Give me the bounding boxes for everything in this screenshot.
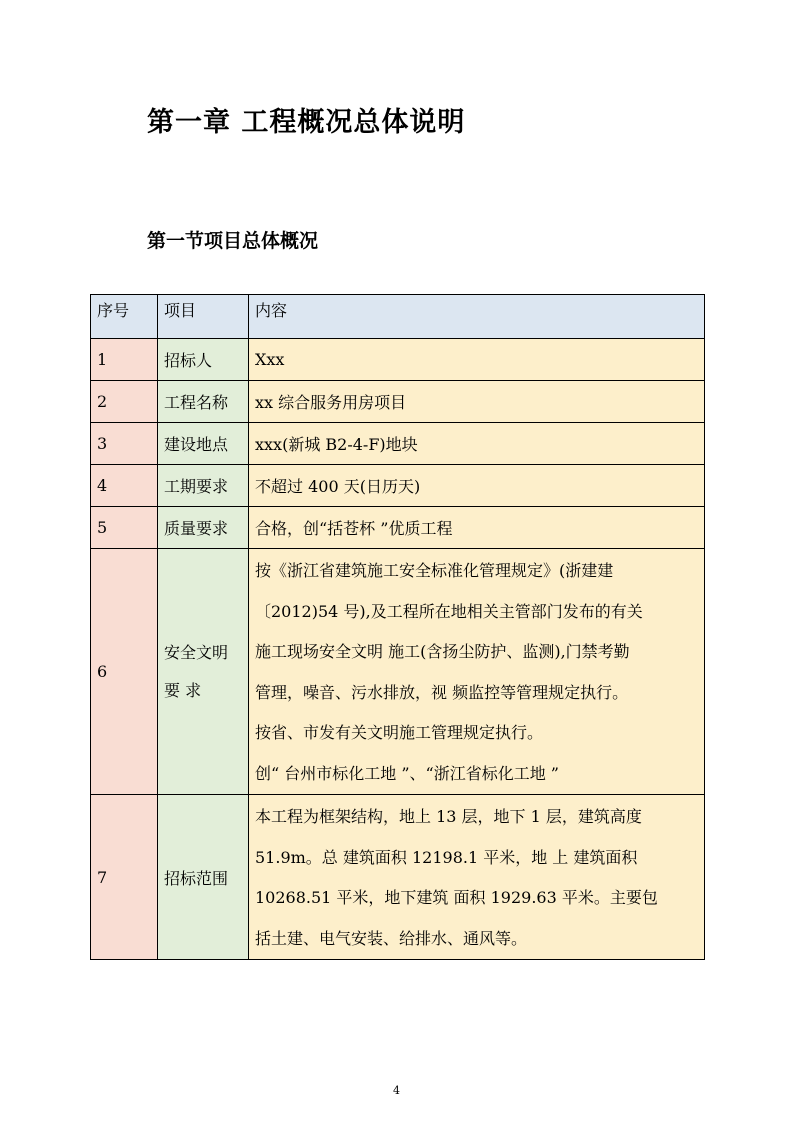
row-content — [249, 795, 705, 960]
row-item — [158, 549, 249, 795]
content-line: 按省、市发有关文明施工管理规定执行。 — [255, 723, 544, 742]
table-row — [91, 549, 705, 795]
row-no: 7 — [91, 795, 158, 960]
table-row — [91, 381, 705, 423]
row-no: 3 — [91, 423, 158, 465]
row-item: 质量要求 — [158, 507, 249, 549]
content-line: 括土建、电气安装、给排水、通风等。 — [255, 928, 528, 948]
row-item: 建设地点 — [158, 423, 249, 465]
table-header-row — [91, 295, 705, 339]
row-no: 4 — [91, 465, 158, 507]
content-line: 按《浙江省建筑施工安全标准化管理规定》(浙建建 — [255, 561, 614, 580]
row-no: 6 — [91, 549, 158, 795]
row-no: 1 — [91, 339, 158, 381]
item-line: 要 求 — [164, 680, 202, 700]
row-item: 工程名称 — [158, 381, 249, 423]
content-line: 管理，噪音、污水排放，视 频监控等管理规定执行。 — [255, 682, 629, 702]
content-line: 10268.51 平米，地下建筑 面积 1929.63 平米。主要包 — [255, 888, 658, 907]
item-line: 安全文明 — [164, 642, 229, 662]
row-item: 招标人 — [158, 339, 249, 381]
table-row — [91, 465, 705, 507]
header-item: 项目 — [158, 295, 249, 339]
row-content: 不超过 400 天(日历天) — [249, 465, 705, 507]
row-item: 招标范围 — [158, 795, 249, 960]
content-line: 51.9m。总 建筑面积 12198.1 平米，地 上 建筑面积 — [255, 847, 638, 867]
table-row — [91, 507, 705, 549]
row-content: Xxx — [249, 339, 705, 381]
row-no: 5 — [91, 507, 158, 549]
table-row — [91, 423, 705, 465]
row-content: xx 综合服务用房项目 — [249, 381, 705, 423]
project-overview-table — [90, 294, 705, 960]
page-number: 4 — [393, 1084, 400, 1097]
row-item: 工期要求 — [158, 465, 249, 507]
content-line: 施工现场安全文明 施工(含扬尘防护、监测),门禁考勤 — [255, 642, 630, 661]
content-line: 创“ 台州市标化工地 ”、“浙江省标化工地 ” — [255, 763, 559, 783]
table-row — [91, 795, 705, 960]
row-content: xxx(新城 B2-4-F)地块 — [249, 423, 705, 465]
content-line: 〔2012)54 号),及工程所在地相关主管部门发布的有关 — [255, 601, 643, 621]
row-content — [249, 549, 705, 795]
row-content: 合格，创“括苍杯 ”优质工程 — [249, 507, 705, 549]
content-line: 本工程为框架结构，地上 13 层，地下 1 层，建筑高度 — [255, 807, 642, 826]
header-content: 内容 — [249, 295, 705, 339]
chapter-title: 第一章 工程概况总体说明 — [147, 107, 466, 138]
header-no: 序号 — [91, 295, 158, 339]
row-no: 2 — [91, 381, 158, 423]
table-row — [91, 339, 705, 381]
section-title: 第一节项目总体概况 — [147, 230, 319, 252]
